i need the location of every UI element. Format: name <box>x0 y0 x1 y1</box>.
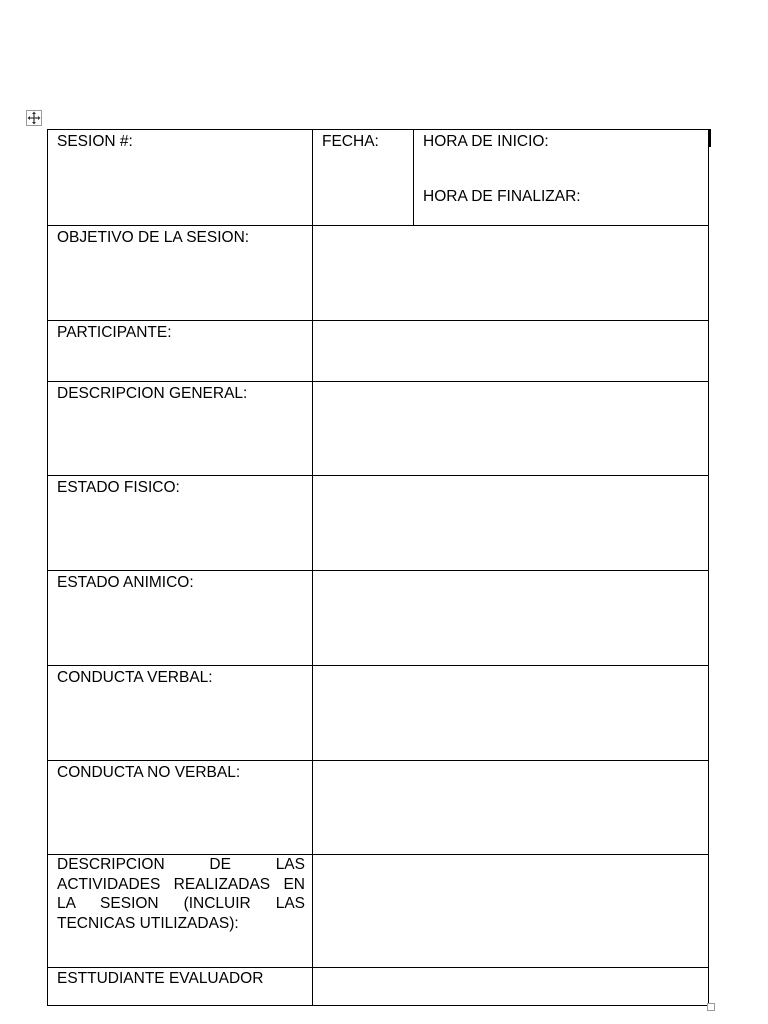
row-label-cell <box>48 855 313 968</box>
form-row-animico <box>48 571 709 666</box>
row-label-cell <box>48 226 313 321</box>
general-description-value <box>313 382 708 385</box>
header-row <box>48 130 709 226</box>
row-label-cell <box>48 382 313 476</box>
time-cell[interactable] <box>414 130 709 226</box>
activities-description-value <box>313 855 708 858</box>
row-label-cell <box>48 321 313 382</box>
evaluator-student-label: ESTTUDIANTE EVALUADOR <box>57 970 264 987</box>
text-cursor <box>709 129 711 147</box>
form-row-evaluador <box>48 968 709 1006</box>
table-resize-handle[interactable] <box>707 1003 715 1011</box>
end-time-label: HORA DE FINALIZAR: <box>423 188 581 205</box>
table-move-handle[interactable] <box>26 110 42 126</box>
mood-state-input-cell[interactable] <box>313 571 709 666</box>
objective-value <box>313 226 708 229</box>
form-row-descripcion <box>48 382 709 476</box>
nonverbal-conduct-label: CONDUCTA NO VERBAL: <box>57 764 241 781</box>
row-label-cell <box>48 761 313 855</box>
nonverbal-conduct-value <box>313 761 708 764</box>
general-description-label: DESCRIPCION GENERAL: <box>57 385 248 402</box>
session-number-cell[interactable] <box>48 130 313 226</box>
verbal-conduct-value <box>313 666 708 669</box>
row-label-cell <box>48 968 313 1006</box>
form-row-noverbal <box>48 761 709 855</box>
session-number-label: SESION #: <box>57 133 133 150</box>
nonverbal-conduct-input-cell[interactable] <box>313 761 709 855</box>
evaluator-student-value <box>313 968 708 971</box>
activities-description-label: DESCRIPCION DE LAS ACTIVIDADES REALIZADAS EN LA SESION (INCLUIR LAS TECNICAS UTILIZADAS): <box>57 856 305 932</box>
verbal-conduct-label: CONDUCTA VERBAL: <box>57 669 213 686</box>
form-row-actividades <box>48 855 709 968</box>
participant-value <box>313 321 708 324</box>
date-label: FECHA: <box>322 133 379 150</box>
objective-label: OBJETIVO DE LA SESION: <box>57 229 250 246</box>
start-time-label: HORA DE INICIO: <box>423 133 549 150</box>
row-label-cell <box>48 666 313 761</box>
physical-state-input-cell[interactable] <box>313 476 709 571</box>
form-row-participante <box>48 321 709 382</box>
form-row-verbal <box>48 666 709 761</box>
physical-state-value <box>313 476 708 479</box>
form-row-objetivo <box>48 226 709 321</box>
participant-input-cell[interactable] <box>313 321 709 382</box>
session-form-table <box>47 129 709 1006</box>
form-row-fisico <box>48 476 709 571</box>
mood-state-value <box>313 571 708 574</box>
participant-label: PARTICIPANTE: <box>57 324 172 341</box>
objective-input-cell[interactable] <box>313 226 709 321</box>
activities-description-input-cell[interactable] <box>313 855 709 968</box>
verbal-conduct-input-cell[interactable] <box>313 666 709 761</box>
row-label-cell <box>48 476 313 571</box>
move-arrows-icon <box>27 111 41 125</box>
row-label-cell <box>48 571 313 666</box>
physical-state-label: ESTADO FISICO: <box>57 479 180 496</box>
date-cell[interactable] <box>313 130 414 226</box>
general-description-input-cell[interactable] <box>313 382 709 476</box>
evaluator-student-input-cell[interactable] <box>313 968 709 1006</box>
mood-state-label: ESTADO ANIMICO: <box>57 574 194 591</box>
